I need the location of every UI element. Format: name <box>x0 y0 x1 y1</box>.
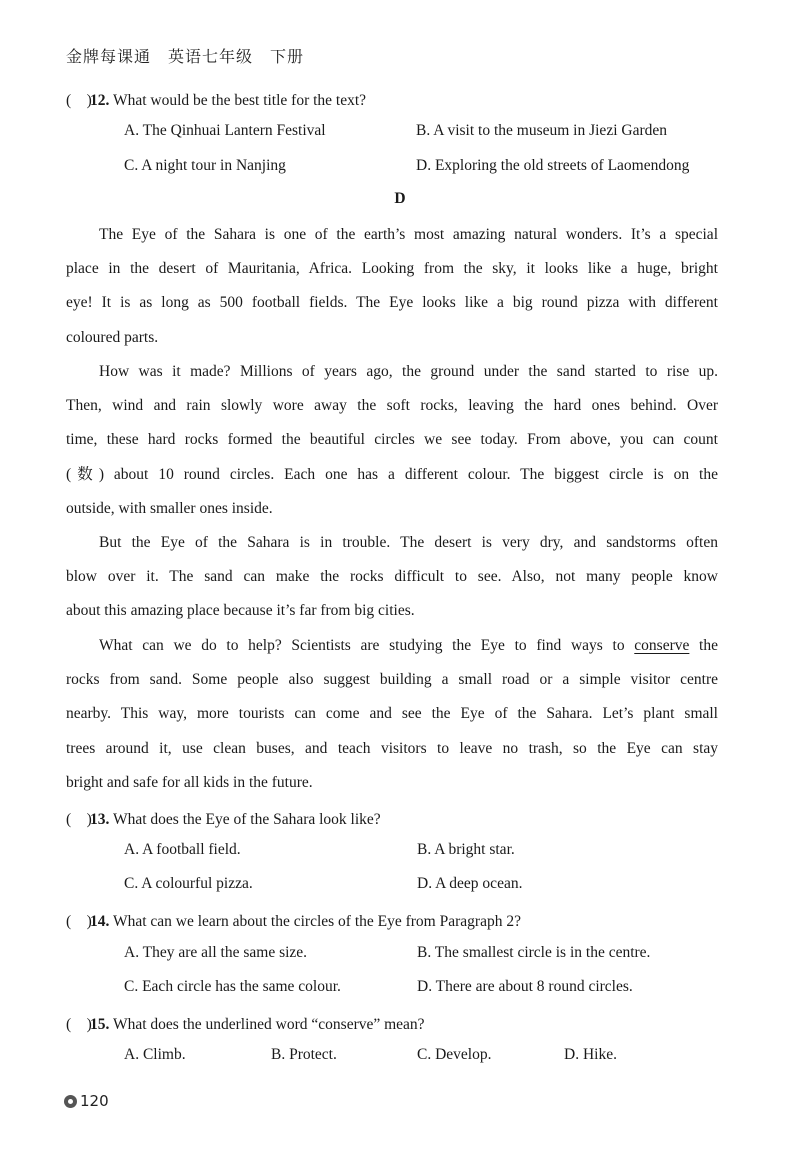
line-text: the <box>689 637 718 654</box>
passage-line: Then, wind and rain slowly wore away the soft rocks, leaving the hard ones behind. Over <box>66 397 718 415</box>
passage-line: rocks from sand. Some people also suggest building a small road or a simple visitor centre <box>66 671 718 689</box>
section-heading: D <box>394 190 406 207</box>
option-a: A. The Qinhuai Lantern Festival <box>124 122 326 139</box>
passage-line: coloured parts. <box>66 328 159 346</box>
option-d: D. Exploring the old streets of Laomendong <box>416 157 690 174</box>
passage-line: How was it made? Millions of years ago, the ground under the sand started to rise up. <box>99 363 718 380</box>
passage-line: bright and safe for all kids in the future. <box>66 773 313 791</box>
page-marker-icon <box>64 1095 77 1108</box>
option-b: B. Protect. <box>271 1046 337 1063</box>
question-number: 13. <box>90 811 110 828</box>
question-text: What would be the best title for the text? <box>109 92 367 109</box>
paragraph-4 <box>66 629 718 800</box>
option-b: B. The smallest circle is in the centre. <box>417 944 651 961</box>
question-14 <box>66 909 521 931</box>
passage-line: But the Eye of the Sahara is in trouble. The desert is very dry, and sandstorms often <box>99 534 718 551</box>
question-12 <box>66 88 366 110</box>
book-header: 金牌每课通 英语七年级 下册 <box>66 47 305 66</box>
option-c: C. Each circle has the same colour. <box>124 978 341 995</box>
option-c: C. A colourful pizza. <box>124 875 253 892</box>
passage-line: trees around it, use clean buses, and teach visitors to leave no trash, so the Eye can stay <box>66 739 718 757</box>
line-text: What can we do to help? Scientists are studying the Eye to find ways to <box>99 637 635 654</box>
question-15 <box>66 1012 425 1034</box>
passage-line: about this amazing place because it’s far from big cities. <box>66 602 415 620</box>
page-footer <box>64 1092 109 1110</box>
passage-line: outside, with smaller ones inside. <box>66 499 273 517</box>
underlined-word-conserve: conserve <box>634 637 690 654</box>
option-c: C. Develop. <box>417 1046 492 1063</box>
answer-blank: ( ) <box>66 1016 92 1033</box>
question-text: What does the underlined word “conserve” mean? <box>109 1016 425 1033</box>
option-b: B. A visit to the museum in Jiezi Garden <box>416 122 667 139</box>
option-a: A. They are all the same size. <box>124 944 308 961</box>
answer-blank: ( ) <box>66 811 92 828</box>
option-a: A. A football field. <box>124 841 241 858</box>
passage-line: nearby. This way, more tourists can come and see the Eye of the Sahara. Let’s plant small <box>66 705 718 723</box>
passage-line: blow over it. The sand can make the rocks difficult to see. Also, not many people know <box>66 568 718 586</box>
paragraph-2 <box>66 355 718 526</box>
question-number: 12. <box>90 92 110 109</box>
question-text: What does the Eye of the Sahara look like? <box>109 811 381 828</box>
passage-line: time, these hard rocks formed the beautiful circles we see today. From above, you can count <box>66 431 718 449</box>
question-number: 14. <box>90 913 110 930</box>
passage-line: eye! It is as long as 500 football fields. The Eye looks like a big round pizza with different <box>66 294 718 312</box>
question-text: What can we learn about the circles of the Eye from Paragraph 2? <box>109 913 521 930</box>
option-d: D. A deep ocean. <box>417 875 523 892</box>
passage-line: place in the desert of Mauritania, Africa. Looking from the sky, it looks like a huge, bright <box>66 260 718 278</box>
option-d: D. There are about 8 round circles. <box>417 978 633 995</box>
passage-line: (数) about 10 round circles. Each one has a different colour. The biggest circle is on the <box>66 465 718 483</box>
paragraph-1 <box>66 218 718 355</box>
question-number: 15. <box>90 1016 110 1033</box>
paragraph-3 <box>66 526 718 629</box>
option-c: C. A night tour in Nanjing <box>124 157 286 174</box>
answer-blank: ( ) <box>66 913 92 930</box>
passage-line: The Eye of the Sahara is one of the earth’s most amazing natural wonders. It’s a special <box>99 226 718 243</box>
page-number: 120 <box>80 1092 109 1110</box>
passage-line <box>66 629 718 663</box>
option-a: A. Climb. <box>124 1046 186 1063</box>
answer-blank: ( ) <box>66 92 92 109</box>
option-b: B. A bright star. <box>417 841 515 858</box>
question-13 <box>66 807 381 829</box>
option-d: D. Hike. <box>564 1046 617 1063</box>
